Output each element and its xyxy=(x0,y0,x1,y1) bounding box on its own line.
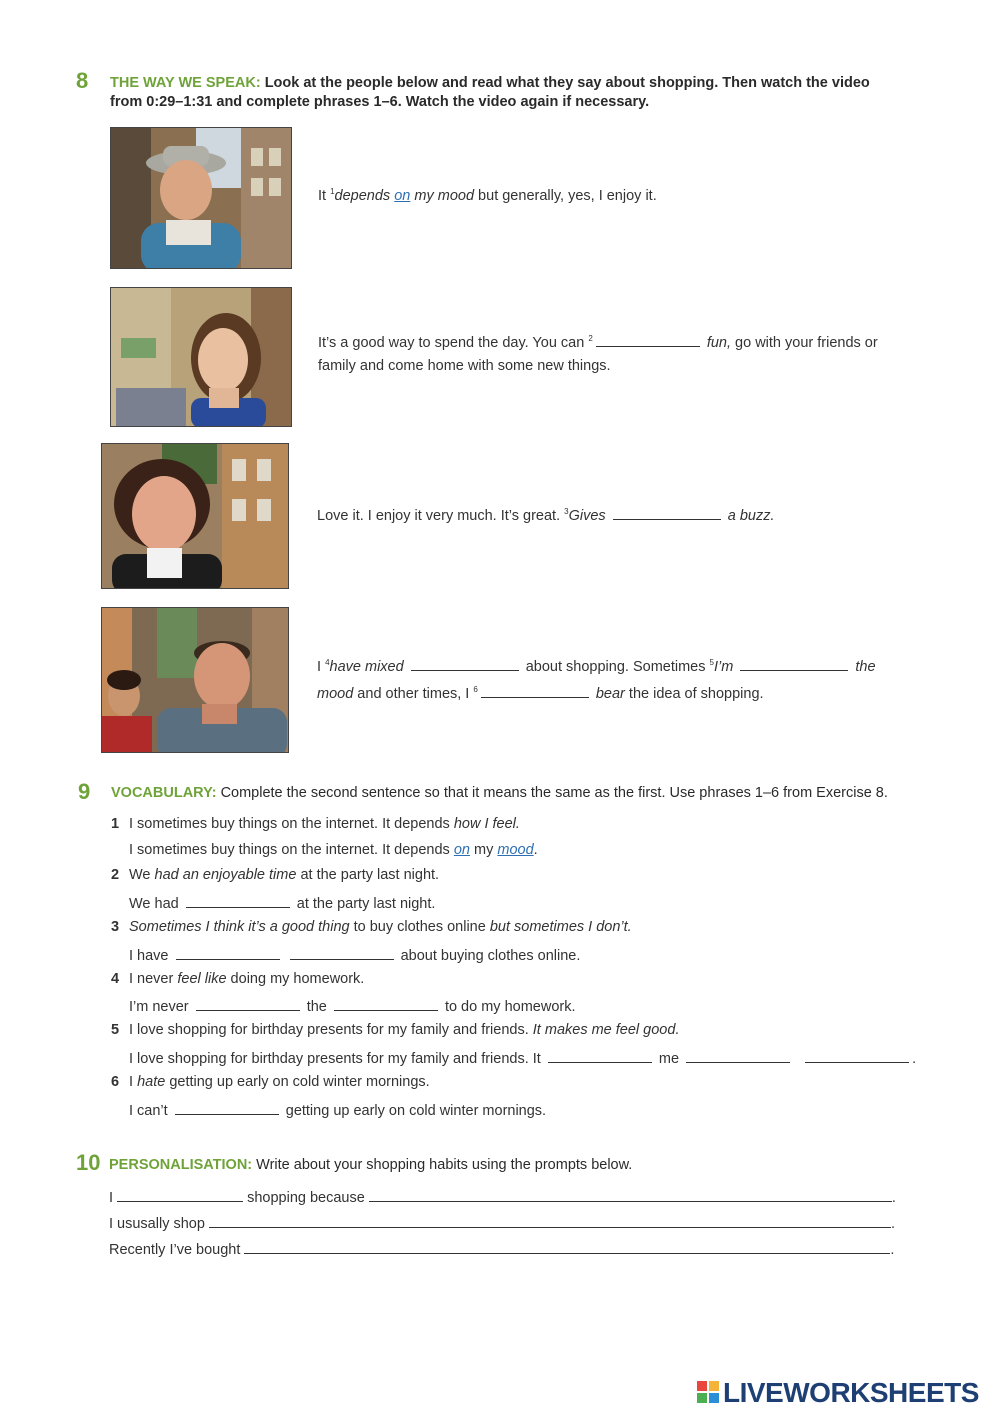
photo-man-hat xyxy=(110,127,292,269)
ex10-prompt-2-blank[interactable] xyxy=(209,1213,891,1228)
ex10-prompt-3-blank[interactable] xyxy=(244,1239,890,1254)
logo-square-4 xyxy=(709,1393,719,1403)
ex8-q4-line2: mood and other times, I $^6$ bear the idea of shopping. xyxy=(317,683,764,702)
ex8-q2-line2: family and come home with some new things. xyxy=(318,358,611,374)
logo-text: LIVEWORKSHEETS xyxy=(723,1377,979,1408)
ex9-item-2-a: 2 We had an enjoyable time at the party last night. xyxy=(111,867,440,883)
exercise-8-instruction: THE WAY WE SPEAK: Look at the people below and read what they say about shopping. Then watch the video from 0:29–1:31 and complete phrases 1–6. Watch the video again if necessary. xyxy=(110,75,870,110)
ex9-item-4-a: 4 I never feel like doing my homework. xyxy=(111,971,365,987)
logo-square-2 xyxy=(709,1381,719,1391)
exercise-9-instruction: VOCABULARY: Complete the second sentence so that it means the same as the first. Use phrases 1–6 from Exercise 8. xyxy=(111,785,888,801)
ex9-item-6-a: 6 I hate getting up early on cold winter mornings. xyxy=(111,1074,430,1090)
ex8-q2-line1: It’s a good way to spend the day. You can $^2$ fun, go with your friends or xyxy=(318,332,878,351)
ex9-item-5-blank-2[interactable] xyxy=(686,1048,790,1063)
logo-square-3 xyxy=(697,1393,707,1403)
ex8-q2-blank[interactable] xyxy=(596,332,700,347)
photo-man-and-boy xyxy=(101,607,289,753)
ex8-q6-blank[interactable] xyxy=(481,683,589,698)
ex9-item-4-b: I’m never the to do my homework. xyxy=(129,996,576,1015)
ex8-q4-line1: I $^4$have mixed about shopping. Sometimes $^5$I’m the xyxy=(317,656,876,675)
ex10-prompt-1: I shopping because . xyxy=(109,1187,904,1206)
ex10-prompt-1-blank-1[interactable] xyxy=(117,1187,243,1202)
ex8-q3-sentence: Love it. I enjoy it very much. It’s great. $^3$Gives a buzz. xyxy=(317,505,775,524)
ex8-q3-blank[interactable] xyxy=(613,505,721,520)
ex8-q1-answer[interactable]: on xyxy=(394,187,411,204)
ex9-item-5-a: 5 I love shopping for birthday presents for my family and friends. It makes me feel good. xyxy=(111,1022,680,1038)
exercise-10-instruction: PERSONALISATION: Write about your shopping habits using the prompts below. xyxy=(109,1157,633,1173)
liveworksheets-logo xyxy=(697,1377,997,1409)
ex9-item-1-a: 1 I sometimes buy things on the internet. It depends how I feel. xyxy=(111,816,520,832)
ex9-item-4-blank-2[interactable] xyxy=(334,996,438,1011)
ex8-q1-sentence: It $^1$depends on my mood but generally, yes, I enjoy it. xyxy=(318,187,657,204)
exercise-8-keyword: THE WAY WE SPEAK: xyxy=(110,75,261,91)
exercise-8-number: 8 xyxy=(76,68,89,93)
ex9-item-3-blank-1[interactable] xyxy=(176,945,280,960)
ex8-q4-blank[interactable] xyxy=(411,656,519,671)
ex9-item-1-answer-2[interactable]: mood xyxy=(497,842,534,858)
ex9-item-1-b: I sometimes buy things on the internet. It depends on my mood. xyxy=(129,842,538,858)
ex9-item-5-blank-1[interactable] xyxy=(548,1048,652,1063)
ex9-item-5-b: I love shopping for birthday presents for my family and friends. It me . xyxy=(129,1048,916,1067)
photo-smiling-woman xyxy=(101,443,289,589)
ex9-item-2-blank[interactable] xyxy=(186,893,290,908)
exercise-10-keyword: PERSONALISATION: xyxy=(109,1157,253,1173)
ex9-item-3-a: 3 Sometimes I think it’s a good thing to buy clothes online but sometimes I don’t. xyxy=(111,919,632,935)
ex9-item-6-b: I can’t getting up early on cold winter mornings. xyxy=(129,1100,546,1119)
ex9-item-3-blank-2[interactable] xyxy=(290,945,394,960)
ex10-prompt-2: I ususally shop . xyxy=(109,1213,904,1232)
ex9-item-6-blank[interactable] xyxy=(175,1100,279,1115)
ex10-prompt-1-blank-2[interactable] xyxy=(369,1187,892,1202)
ex10-prompt-3: Recently I’ve bought . xyxy=(109,1239,904,1258)
ex9-item-3-b: I have about buying clothes online. xyxy=(129,945,580,964)
exercise-10-number: 10 xyxy=(76,1150,101,1175)
logo-square-1 xyxy=(697,1381,707,1391)
ex9-item-2-b: We had at the party last night. xyxy=(129,893,435,912)
photo-young-woman xyxy=(110,287,292,427)
ex9-item-1-answer-1[interactable]: on xyxy=(453,842,470,858)
ex9-item-4-blank-1[interactable] xyxy=(196,996,300,1011)
ex8-q5-blank[interactable] xyxy=(740,656,848,671)
exercise-9-number: 9 xyxy=(78,779,91,804)
ex9-item-5-blank-3[interactable] xyxy=(805,1048,909,1063)
exercise-9-keyword: VOCABULARY: xyxy=(111,785,217,801)
